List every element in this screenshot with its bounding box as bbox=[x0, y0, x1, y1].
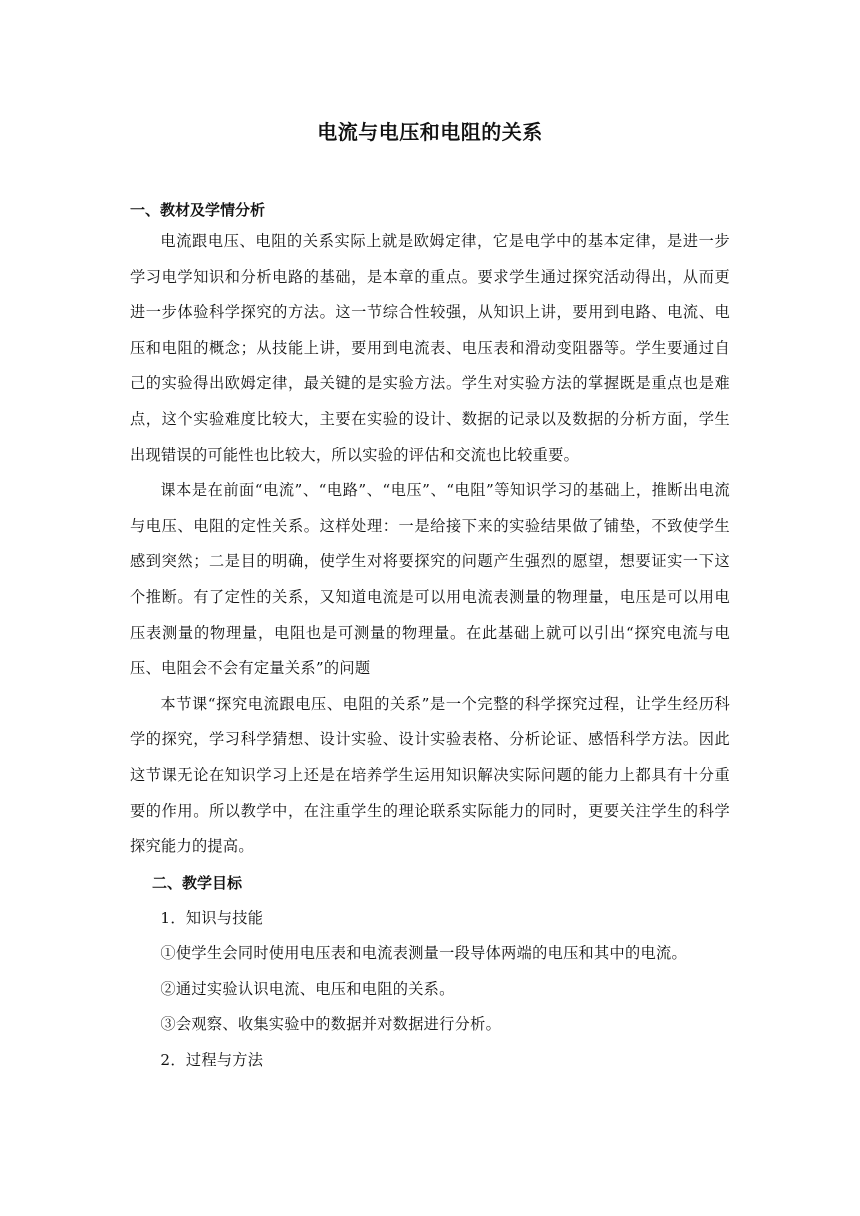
subheading-process-methods: 2．过程与方法 bbox=[160, 1051, 264, 1070]
paragraph-analysis-2: 课本是在前面“电流”、“电路”、“电压”、“电阻”等知识学习的基础上，推断出电流与电压、电阻的定性关系。这样处理：一是给接下来的实验结果做了铺垫，不致使学生感到突然；二是目的明确，使学生对将要探究的问题产生强烈的愿望，想要证实一下这个推断。有了定性的关系，又知道电流是可以用电流表测量的物理量，电压是可以用电压表测量的物理量，电阻也是可测量的物理量。在此基础上就可以引出“探究电流与电压、电阻会不会有定量关系”的问题 bbox=[130, 481, 730, 678]
document-page bbox=[130, 110, 730, 1079]
document-title: 电流与电压和电阻的关系 bbox=[317, 120, 543, 144]
subheading-knowledge-skills: 1．知识与技能 bbox=[160, 908, 264, 927]
objective-item-2: ②通过实验认识电流、电压和电阻的关系。 bbox=[160, 979, 455, 998]
paragraph-analysis-3: 本节课“探究电流跟电压、电阻的关系”是一个完整的科学探究过程，让学生经历科学的探究，学习科学猜想、设计实验、设计实验表格、分析论证、感悟科学方法。因此这节课无论在知识学习上还是在培养学生运用知识解决实际问题的能力上都具有十分重要的作用。所以教学中，在注重学生的理论联系实际能力的同时，更要关注学生的科学探究能力的提高。 bbox=[130, 694, 730, 856]
section-heading-analysis: 一、教材及学情分析 bbox=[130, 201, 266, 219]
paragraph-analysis-1: 电流跟电压、电阻的关系实际上就是欧姆定律，它是电学中的基本定律，是进一步学习电学知识和分析电路的基础，是本章的重点。要求学生通过探究活动得出，从而更进一步体验科学探究的方法。这一节综合性较强，从知识上讲，要用到电路、电流、电压和电阻的概念；从技能上讲，要用到电流表、电压表和滑动变阻器等。学生要通过自己的实验得出欧姆定律，最关键的是实验方法。学生对实验方法的掌握既是重点也是难点，这个实验难度比较大，主要在实验的设计、数据的记录以及数据的分析方面，学生出现错误的可能性也比较大，所以实验的评估和交流也比较重要。 bbox=[130, 232, 730, 464]
objective-item-1: ①使学生会同时使用电压表和电流表测量一段导体两端的电压和其中的电流。 bbox=[160, 944, 687, 963]
objective-item-3: ③会观察、收集实验中的数据并对数据进行分析。 bbox=[160, 1015, 502, 1034]
section-heading-objectives: 二、教学目标 bbox=[152, 873, 243, 892]
